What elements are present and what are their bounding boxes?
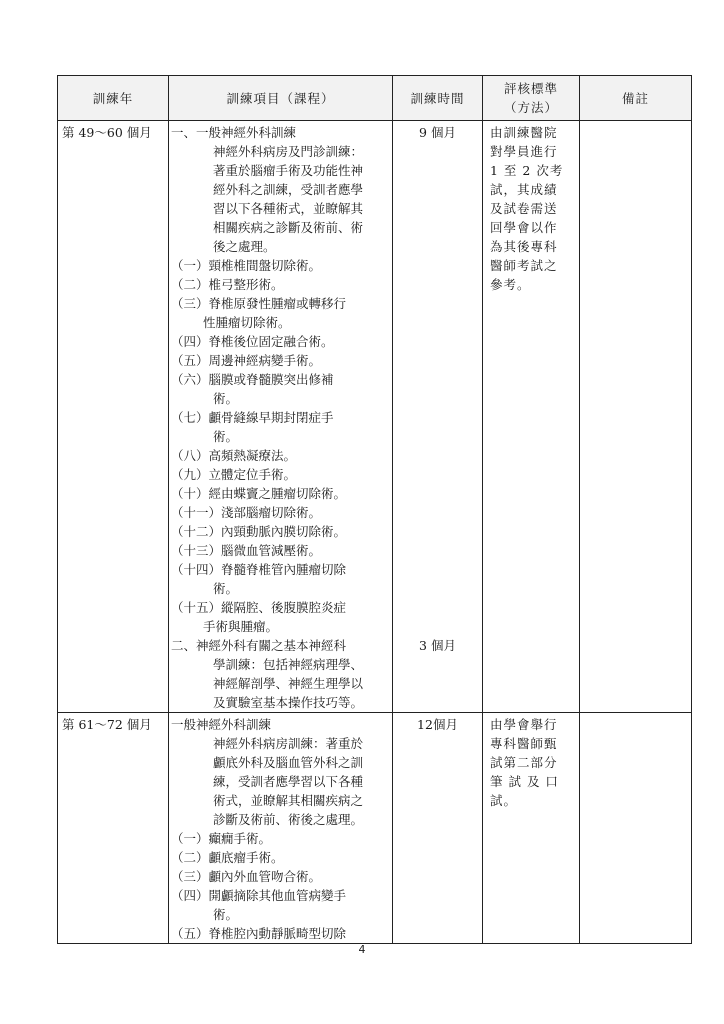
list-item: 一、一般神經外科訓練 <box>171 125 297 140</box>
list-item: 術。 <box>213 391 239 406</box>
list-item: （五）周邊神經病變手術。 <box>171 353 322 368</box>
list-item: 神經外科病房訓練：著重於 <box>213 736 364 751</box>
list-item: 習以下各種術式，並瞭解其 <box>213 201 364 216</box>
list-item: （五）脊椎腔內動靜脈畸型切除 <box>171 926 347 941</box>
row1-items <box>169 121 393 713</box>
list-item: （三）顱內外血管吻合術。 <box>171 869 322 884</box>
list-item: 練，受訓者應學習以下各種 <box>213 774 364 789</box>
list-item: 神經解剖學、神經生理學以 <box>213 676 364 691</box>
list-item: （七）顱骨縫線早期封閉症手 <box>171 410 334 425</box>
eval-line: 回學會以作 <box>490 220 558 235</box>
eval-line: 由學會舉行 <box>490 717 558 732</box>
list-item: （二）顱底瘤手術。 <box>171 850 284 865</box>
list-item: （二）椎弓整形術。 <box>171 277 284 292</box>
list-item: 診斷及術前、術後之處理。 <box>213 812 364 827</box>
eval-line: 參考。 <box>490 277 531 292</box>
eval-line: 筆 試 及 口 <box>490 774 559 789</box>
list-item: 術。 <box>213 907 239 922</box>
list-item: 及實驗室基本操作技巧等。 <box>213 695 364 710</box>
list-item: （十一）淺部腦瘤切除術。 <box>171 505 322 520</box>
row1-time-secondary: 3 個月 <box>419 638 456 653</box>
row2-time-main: 12個月 <box>417 717 458 732</box>
eval-line: 及試卷需送 <box>490 201 558 216</box>
row2-time <box>393 713 483 944</box>
header-items: 訓練項目（課程） <box>169 76 393 121</box>
list-item: 術式，並瞭解其相關疾病之 <box>213 793 364 808</box>
list-item: 相關疾病之診斷及術前、術 <box>213 220 364 235</box>
list-item: 神經外科病房及門診訓練： <box>213 144 364 159</box>
header-time: 訓練時間 <box>393 76 483 121</box>
training-schedule-table <box>57 75 692 944</box>
list-item: 手術與腫瘤。 <box>203 619 279 634</box>
eval-line: 試，其成績 <box>490 182 558 197</box>
list-item: 術。 <box>213 581 239 596</box>
list-item: （十三）腦微血管減壓術。 <box>171 543 322 558</box>
list-item: （六）腦膜或脊髓膜突出修補 <box>171 372 334 387</box>
list-item: 顱底外科及腦血管外科之訓 <box>213 755 364 770</box>
eval-line: 專科醫師甄 <box>490 736 558 751</box>
list-item: （九）立體定位手術。 <box>171 467 297 482</box>
eval-line: 試。 <box>490 793 518 808</box>
list-item: （三）脊椎原發性腫瘤或轉移行 <box>171 296 347 311</box>
list-item: （一）頸椎椎間盤切除術。 <box>171 258 322 273</box>
row2-year: 第 61～72 個月 <box>58 713 169 944</box>
row2-remarks <box>580 713 692 944</box>
list-item: （四）開顱摘除其他血管病變手 <box>171 888 347 903</box>
list-item: 著重於腦瘤手術及功能性神 <box>213 163 364 178</box>
table-row <box>58 121 692 713</box>
list-item: 二、神經外科有關之基本神經科 <box>171 638 347 653</box>
list-item: 後之處理。 <box>213 239 276 254</box>
header-eval-line2: （方法） <box>503 100 558 115</box>
row1-time <box>393 121 483 713</box>
table-row <box>58 713 692 944</box>
page-number: 4 <box>358 943 366 956</box>
row2-eval <box>483 713 580 944</box>
list-item: 性腫瘤切除術。 <box>203 315 291 330</box>
header-eval <box>483 76 580 121</box>
row1-remarks <box>580 121 692 713</box>
list-item: （一）癲癇手術。 <box>171 831 272 846</box>
list-item: 學訓練：包括神經病理學、 <box>213 657 364 672</box>
row1-eval <box>483 121 580 713</box>
list-item: （四）脊椎後位固定融合術。 <box>171 334 334 349</box>
list-item: （八）高頻熱凝療法。 <box>171 448 297 463</box>
table-header-row <box>58 76 692 121</box>
eval-line: 試第二部分 <box>490 755 558 770</box>
list-item: 一般神經外科訓練 <box>171 717 272 732</box>
list-item: 經外科之訓練，受訓者應學 <box>213 182 364 197</box>
header-year: 訓練年 <box>58 76 169 121</box>
list-item: （十二）內頸動脈內膜切除術。 <box>171 524 347 539</box>
eval-line: 由訓練醫院 <box>490 125 558 140</box>
row2-items <box>169 713 393 944</box>
eval-line: 1 至 2 次考 <box>490 163 564 178</box>
list-item: （十）經由蝶竇之腫瘤切除術。 <box>171 486 347 501</box>
header-eval-line1: 評核標準 <box>503 81 558 96</box>
eval-line: 醫師考試之 <box>490 258 558 273</box>
eval-line: 對學員進行 <box>490 144 558 159</box>
row1-year: 第 49～60 個月 <box>58 121 169 713</box>
list-item: （十五）縱隔腔、後腹膜腔炎症 <box>171 600 347 615</box>
eval-line: 為其後專科 <box>490 239 558 254</box>
header-remarks: 備註 <box>580 76 692 121</box>
list-item: 術。 <box>213 429 239 444</box>
row1-time-main: 9 個月 <box>419 125 456 140</box>
list-item: （十四）脊髓脊椎管內腫瘤切除 <box>171 562 347 577</box>
